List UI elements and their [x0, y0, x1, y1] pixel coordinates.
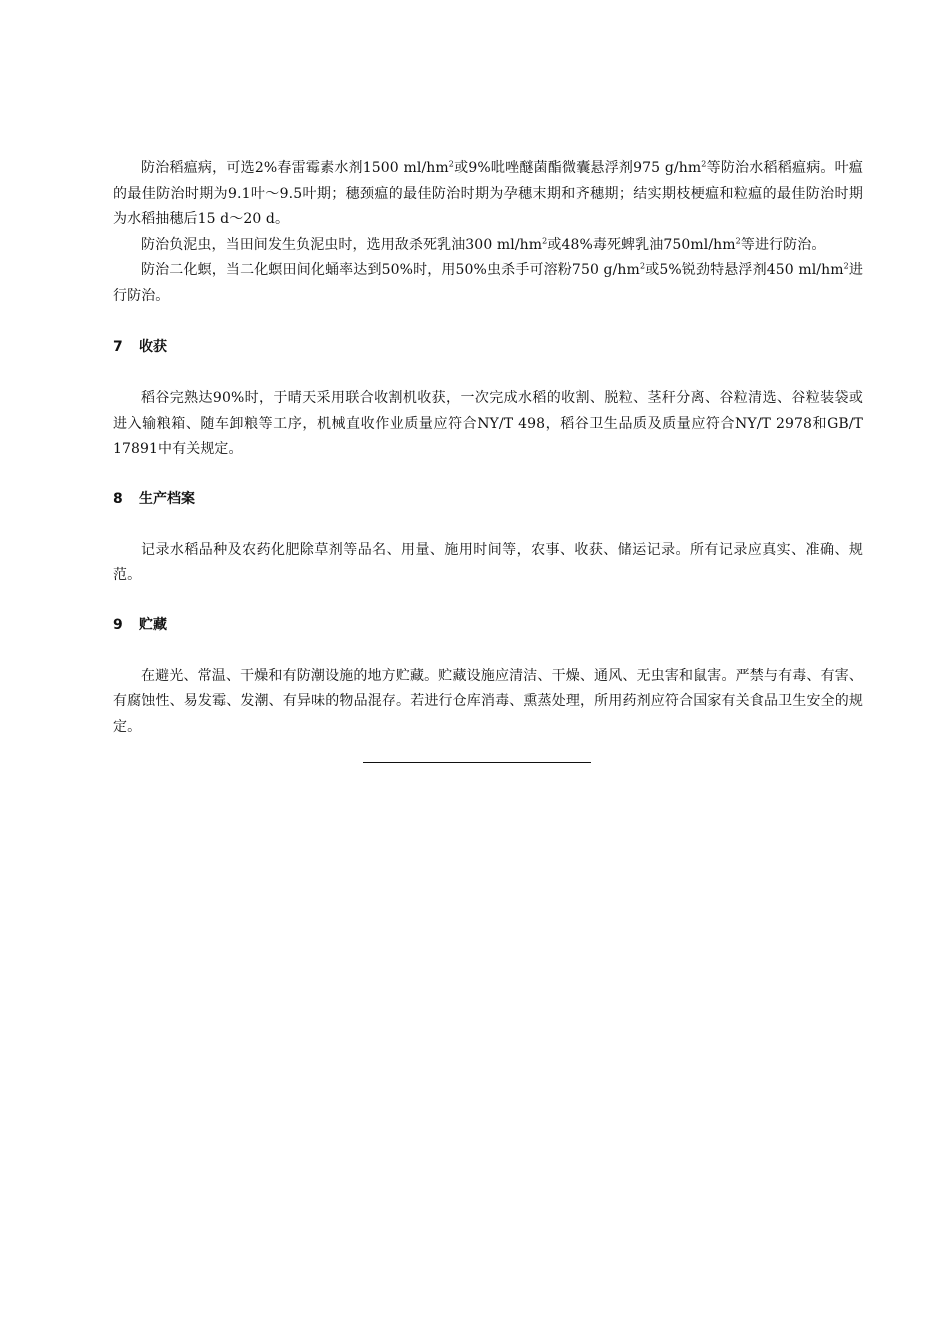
section-title: 贮藏	[139, 616, 167, 633]
document-page	[113, 156, 863, 763]
section-title: 生产档案	[139, 490, 195, 507]
section-number: 7	[113, 339, 123, 355]
paragraph-stem-borer: 防治二化螟，当二化螟田间化蛹率达到50%时，用50%虫杀手可溶粉750 $g/hm^2$或5%锐劲特悬浮剂450 $ml/hm^2$进行防治。	[113, 261, 863, 304]
section-heading-harvest	[113, 335, 863, 360]
section-number: 8	[113, 490, 123, 507]
section-body-storage: 在避光、常温、干燥和有防潮设施的地方贮藏。贮藏设施应清洁、干燥、通风、无虫害和鼠害。严禁与有毒、有害、有腐蚀性、易发霉、发潮、有异味的物品混存。若进行仓库消毒、熏蒸处理，所用药剂应符合国家有关食品卫生安全的规定。	[113, 667, 863, 735]
end-of-document-rule	[363, 762, 591, 763]
section-heading-production-records	[113, 487, 863, 512]
section-body-harvest: 稻谷完熟达90%时，于晴天采用联合收割机收获，一次完成水稻的收割、脱粒、茎秆分离、谷粒清选、谷粒装袋或进入输粮箱、随车卸粮等工序，机械直收作业质量应符合NY/T 498，稻谷卫生品质及质量应符合NY/T 2978和GB/T 17891中有关规定。	[113, 390, 863, 457]
paragraph-leaf-beetle: 防治负泥虫，当田间发生负泥虫时，选用敌杀死乳油300 $ml/hm^2$或48%毒死蜱乳油$750ml/hm^2$等进行防治。	[141, 235, 826, 253]
section-title: 收获	[139, 339, 167, 355]
section-number: 9	[113, 616, 123, 633]
section-body-production-records: 记录水稻品种及农药化肥除草剂等品名、用量、施用时间等，农事、收获、储运记录。所有记录应真实、准确、规范。	[113, 541, 863, 583]
paragraph-rice-blast: 防治稻瘟病，可选2%春雷霉素水剂1500 $ml/hm^2$或9%吡唑醚菌酯微囊悬浮剂975 $g/hm^2$等防治水稻稻瘟病。叶瘟的最佳防治时期为9.1叶～9.5叶期；穗颈瘟的最佳防治时期为孕穗末期和齐穗期；结实期枝梗瘟和粒瘟的最佳防治时期为水稻抽穗后15 d～20 d。	[113, 159, 863, 227]
section-heading-storage	[113, 613, 863, 638]
